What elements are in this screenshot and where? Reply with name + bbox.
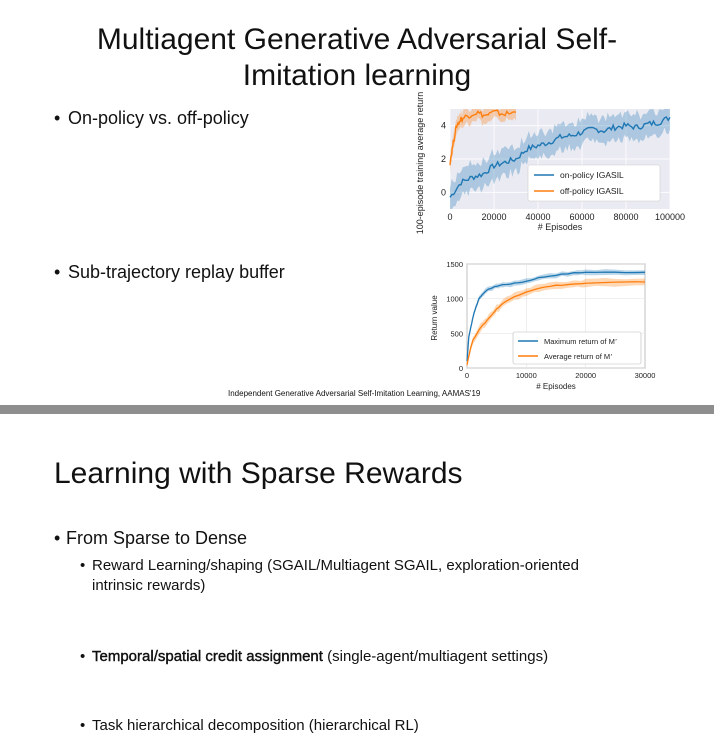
sub-bullet-text: (single-agent/multiagent settings) xyxy=(322,648,549,665)
x-tick-label: 60000 xyxy=(569,212,595,222)
slide-divider xyxy=(0,405,714,414)
x-tick-label: 20000 xyxy=(481,212,507,222)
bullet-dot: • xyxy=(80,648,86,665)
chart-replay-buffer xyxy=(425,258,655,393)
slide-2-title: Learning with Sparse Rewards xyxy=(54,457,463,490)
x-tick-label: 0 xyxy=(464,371,470,380)
x-axis-label: # Episodes xyxy=(537,222,583,232)
bullet-dot: • xyxy=(80,557,86,574)
bullet-dot: • xyxy=(54,108,61,128)
sub-bullet-hierarchical xyxy=(80,716,419,736)
sub-bullet-reward-learning xyxy=(80,556,579,596)
legend xyxy=(528,165,660,201)
bullet-text: On-policy vs. off-policy xyxy=(68,108,249,128)
bullet-on-off-policy xyxy=(54,108,249,129)
chart-on-off-policy xyxy=(410,91,686,235)
x-tick-label: 20000 xyxy=(575,371,597,380)
sub-bullet-text-line-1: Reward Learning/shaping (SGAIL/Multiagent SGAIL, exploration-oriented xyxy=(92,557,579,574)
y-tick-label: 1500 xyxy=(446,260,463,269)
sub-bullet-credit-assignment xyxy=(80,647,548,667)
y-tick-label: 500 xyxy=(450,329,463,339)
legend-label: off-policy IGASIL xyxy=(560,186,624,196)
x-axis-label: # Episodes xyxy=(536,382,576,391)
slide-1-title-line-2: Imitation learning xyxy=(242,59,472,92)
sub-bullet-text: Task hierarchical decomposition (hierarchical RL) xyxy=(92,717,419,734)
bullet-sparse-to-dense xyxy=(54,528,247,549)
y-tick-label: 2 xyxy=(440,154,446,164)
bullet-text: Sub-trajectory replay buffer xyxy=(68,262,285,282)
x-tick-label: 10000 xyxy=(515,371,537,380)
legend-label: Average return of M' xyxy=(544,352,612,361)
x-tick-label: 40000 xyxy=(525,212,551,222)
legend-label: Maximum return of M' xyxy=(544,337,617,346)
y-tick-label: 4 xyxy=(440,120,446,131)
sub-bullet-bold-text: Temporal/spatial credit assignment xyxy=(92,648,323,665)
x-tick-label: 80000 xyxy=(613,212,639,222)
legend xyxy=(513,332,641,364)
x-tick-label: 30000 xyxy=(634,371,656,380)
slide-1-title xyxy=(0,22,714,94)
y-axis-label: Return value xyxy=(430,295,439,341)
x-tick-label: 0 xyxy=(447,212,453,222)
y-axis-label: 100-episode training average return xyxy=(415,91,425,235)
bullet-dot: • xyxy=(54,262,61,282)
bullet-dot: • xyxy=(54,528,61,548)
y-tick-label: 0 xyxy=(440,187,446,198)
legend-label: on-policy IGASIL xyxy=(560,170,624,180)
bullet-text: From Sparse to Dense xyxy=(66,528,248,548)
y-tick-label: 1000 xyxy=(446,294,463,304)
bullet-replay-buffer xyxy=(54,262,285,283)
x-tick-label: 100000 xyxy=(654,212,686,222)
slide-1-title-line-1: Multiagent Generative Adversarial Self- xyxy=(96,23,618,56)
citation: Independent Generative Adversarial Self-Imitation Learning, AAMAS'19 xyxy=(228,389,481,398)
y-tick-label: 0 xyxy=(458,364,463,373)
bullet-dot: • xyxy=(80,717,86,734)
sub-bullet-text-line-2: intrinsic rewards) xyxy=(92,577,206,594)
